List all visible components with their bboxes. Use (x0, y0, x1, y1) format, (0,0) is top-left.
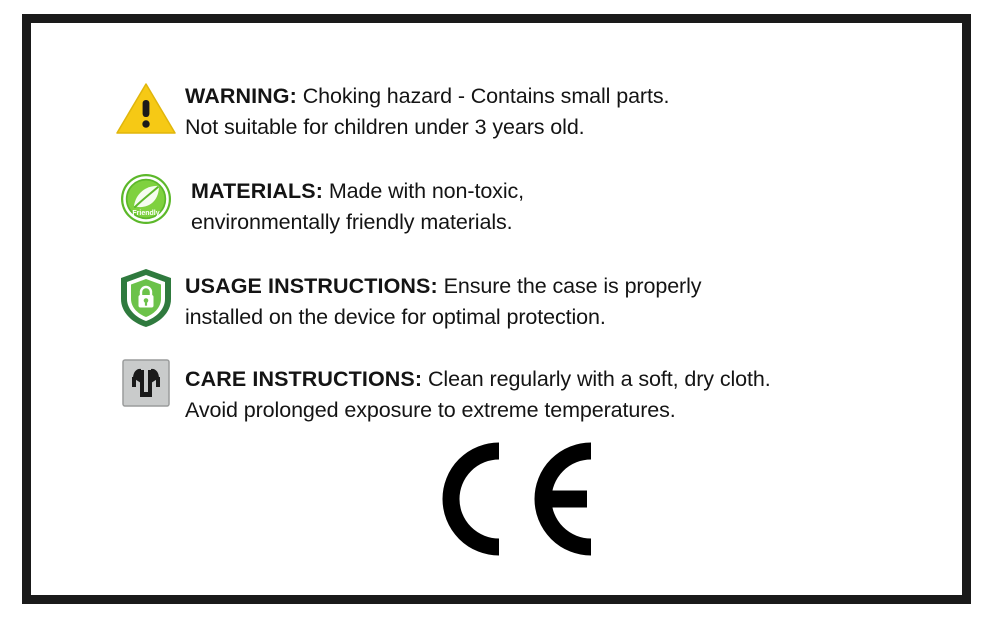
ce-mark-wrapper (107, 439, 922, 559)
materials-line1: Made with non-toxic, (322, 179, 525, 204)
materials-row (107, 170, 922, 237)
handle-with-care-icon (121, 358, 171, 408)
svg-text:Friendly: Friendly (132, 210, 160, 218)
warning-text (185, 79, 922, 142)
warning-triangle-icon (115, 81, 177, 137)
care-icon-cell (107, 356, 185, 408)
eco-friendly-leaf-icon (119, 172, 173, 226)
warning-line2: Not suitable for children under 3 years old. (185, 114, 585, 139)
materials-icon-cell (107, 170, 185, 226)
label-content (31, 23, 962, 595)
warning-row (107, 79, 922, 142)
ce-mark-icon (415, 439, 615, 559)
usage-line2: installed on the device for optimal protection. (185, 304, 606, 329)
warning-icon-cell (107, 79, 185, 137)
care-row (107, 356, 922, 425)
usage-label: USAGE INSTRUCTIONS: (185, 274, 438, 299)
usage-icon-cell (107, 265, 185, 329)
shield-protection-icon (118, 267, 174, 329)
usage-row (107, 265, 922, 332)
usage-text (185, 265, 922, 332)
care-text (185, 356, 922, 425)
materials-text (185, 170, 922, 237)
materials-line2: environmentally friendly materials. (191, 209, 513, 234)
care-line1: Clean regularly with a soft, dry cloth. (422, 367, 771, 392)
warning-label: WARNING: (185, 84, 297, 108)
care-line2: Avoid prolonged exposure to extreme temperatures. (185, 397, 676, 422)
care-label: CARE INSTRUCTIONS: (185, 367, 423, 392)
warning-line1: Choking hazard - Contains small parts. (296, 84, 670, 108)
label-border-frame (22, 14, 971, 604)
usage-line1: Ensure the case is properly (437, 274, 702, 299)
materials-label: MATERIALS: (191, 179, 323, 204)
